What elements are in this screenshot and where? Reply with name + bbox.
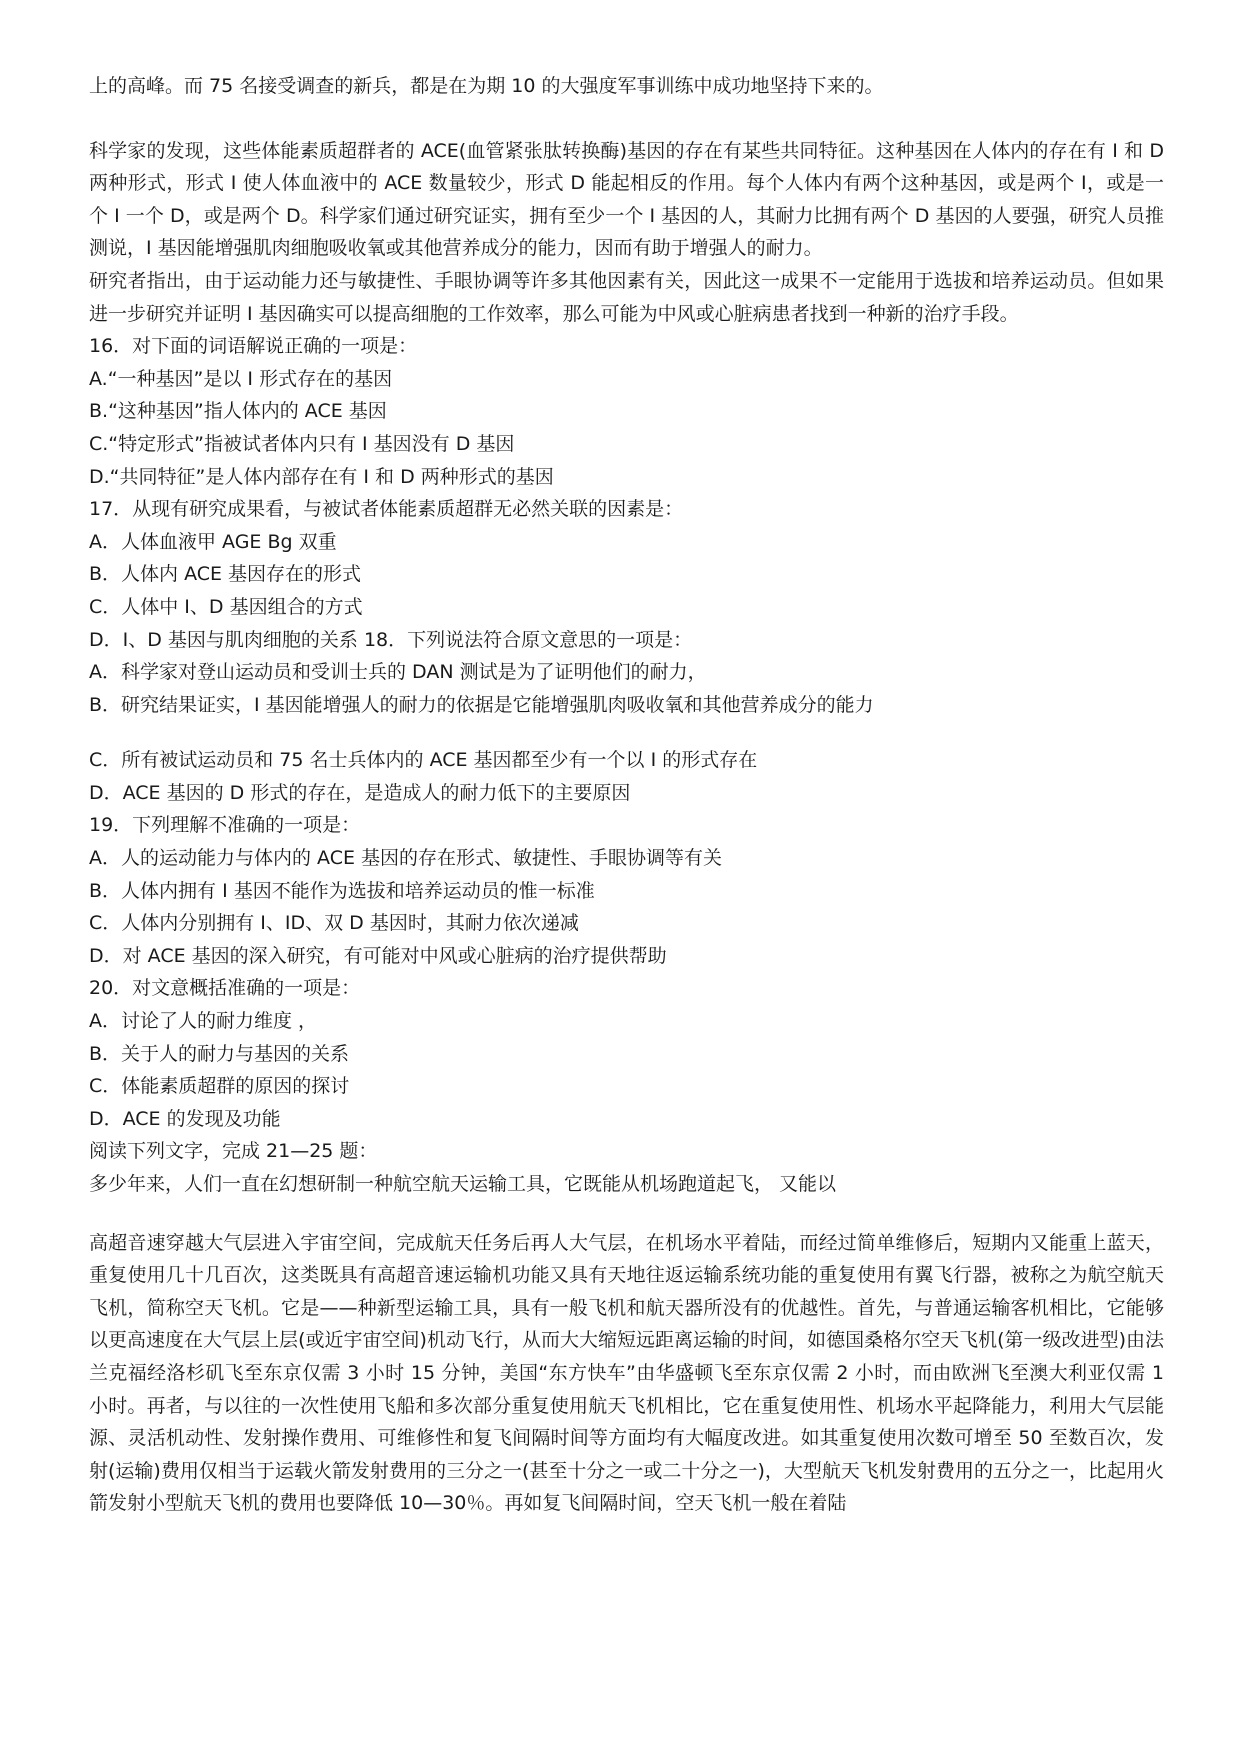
reading-instruction: 阅读下列文字，完成 21—25 题：: [89, 1140, 378, 1163]
option-line: B．研究结果证实，I 基因能增强人的耐力的依据是它能增强肌肉吸收氧和其他营养成分的能力: [89, 693, 874, 716]
option-line: B．关于人的耐力与基因的关系: [89, 1042, 350, 1065]
paragraph-gap: [89, 721, 1164, 744]
option-line: A．人的运动能力与体内的 ACE 基因的存在形式、敏捷性、手眼协调等有关: [89, 847, 723, 870]
option-line: C．人体内分别拥有 I、ID、双 D 基因时，其耐力依次递减: [89, 912, 579, 935]
option-line: D．对 ACE 基因的深入研究，有可能对中风或心脏病的治疗提供帮助: [89, 944, 667, 967]
question-16: 16．对下面的词语解说正确的一项是：: [89, 335, 418, 358]
question-17: 17．从现有研究成果看，与被试者体能素质超群无必然关联的因素是：: [89, 498, 684, 521]
question-19: 19．下列理解不准确的一项是：: [89, 814, 361, 837]
paragraph-gap: [89, 1201, 1164, 1227]
option-line: A.“一种基因”是以 I 形式存在的基因: [89, 367, 393, 390]
paragraph-space-plane: 高超音速穿越大气层进入宇宙空间，完成航天任务后再人大气层，在机场水平着陆，而经过简单维修后，短期内又能重上蓝天，重复使用几十几百次，这类既具有高超音速运输机功能又具有天地往返运输系统功能的重复使用有翼飞行器，被称之为航空航天飞机，简称空天飞机。它是——种新型运输工具，具有一般飞机和航天器所没有的优越性。首先，与普通运输客机相比，它能够以更高速度在大气层上层(或近宇宙空间)机动飞行，从而大大缩短远距离运输的时间，如德国桑格尔空天飞机(第一级改进型)由法兰克福经洛杉矶飞至东京仅需 3 小时 15 分钟，美国“东方快车”由华盛顿飞至东京仅需 2 小时，而由欧洲飞至澳大利亚仅需 1 小时。再者，与以往的一次性使用飞船和多次部分重复使用航天飞机相比，它在重复使用性、机场水平起降能力，利用大气层能源、灵活机动性、发射操作费用、可维修性和复飞间隔时间等方面均有大幅度改进。如其重复使用次数可增至 50 至数百次，发射(运输)费用仅相当于运载火箭发射费用的三分之一(甚至十分之一或二十分之一)，大型航天飞机发射费用的五分之一，比起用火箭发射小型航天飞机的费用也要降低 10—30％。再如复飞间隔时间，空天飞机一般在着陆: [89, 1231, 1164, 1515]
question-20: 20．对文意概括准确的一项是：: [89, 977, 361, 1000]
option-line: D．ACE 基因的 D 形式的存在，是造成人的耐力低下的主要原因: [89, 781, 631, 804]
paragraph-ace-gene: 科学家的发现，这些体能素质超群者的 ACE(血管紧张肽转换酶)基因的存在有某些共同特征。这种基因在人体内的存在有 I 和 D 两种形式，形式 I 使人体血液中的 ACE 数量较少，形式 D 能起相反的作用。每个人体内有两个这种基因，或是两个 I，或是一个 I 一个 D，或是两个 D。科学家们通过研究证实，拥有至少一个 I 基因的人，其耐力比拥有两个 D 基因的人要强，研究人员推测说，I 基因能增强肌肉细胞吸收氧或其他营养成分的能力，因而有助于增强人的耐力。: [89, 139, 1164, 260]
text-line: 上的高峰。而 75 名接受调查的新兵，都是在为期 10 的大强度军事训练中成功地坚持下来的。: [89, 75, 884, 97]
paragraph-gap: [89, 103, 1164, 135]
option-line: C．体能素质超群的原因的探讨: [89, 1075, 350, 1098]
text-line: 多少年来，人们一直在幻想研制一种航空航天运输工具，它既能从机场跑道起飞， 又能以: [89, 1173, 837, 1195]
question-18: D．I、D 基因与肌肉细胞的关系 18．下列说法符合原文意思的一项是：: [89, 628, 693, 651]
option-line: B.“这种基因”指人体内的 ACE 基因: [89, 400, 387, 423]
option-line: C．人体中 I、D 基因组合的方式: [89, 595, 363, 618]
option-line: B．人体内拥有 I 基因不能作为选拔和培养运动员的惟一标准: [89, 879, 595, 902]
option-line: A．人体血液甲 AGE Bg 双重: [89, 530, 337, 553]
option-line: D．ACE 的发现及功能: [89, 1107, 281, 1130]
option-line: C．所有被试运动员和 75 名士兵体内的 ACE 基因都至少有一个以 I 的形式存在: [89, 749, 758, 772]
document-page: [89, 70, 1164, 1520]
option-line: D.“共同特征”是人体内部存在有 I 和 D 两种形式的基因: [89, 465, 554, 488]
option-line: B．人体内 ACE 基因存在的形式: [89, 563, 362, 586]
option-line: C.“特定形式”指被试者体内只有 I 基因没有 D 基因: [89, 432, 515, 455]
option-line: A．科学家对登山运动员和受训士兵的 DAN 测试是为了证明他们的耐力，: [89, 661, 707, 684]
option-line: A．讨论了人的耐力维度 ，: [89, 1010, 318, 1033]
paragraph-research: 研究者指出，由于运动能力还与敏捷性、手眼协调等许多其他因素有关，因此这一成果不一定能用于选拔和培养运动员。但如果进一步研究并证明 I 基因确实可以提高细胞的工作效率，那么可能为中风或心脏病患者找到一种新的治疗手段。: [89, 269, 1164, 325]
